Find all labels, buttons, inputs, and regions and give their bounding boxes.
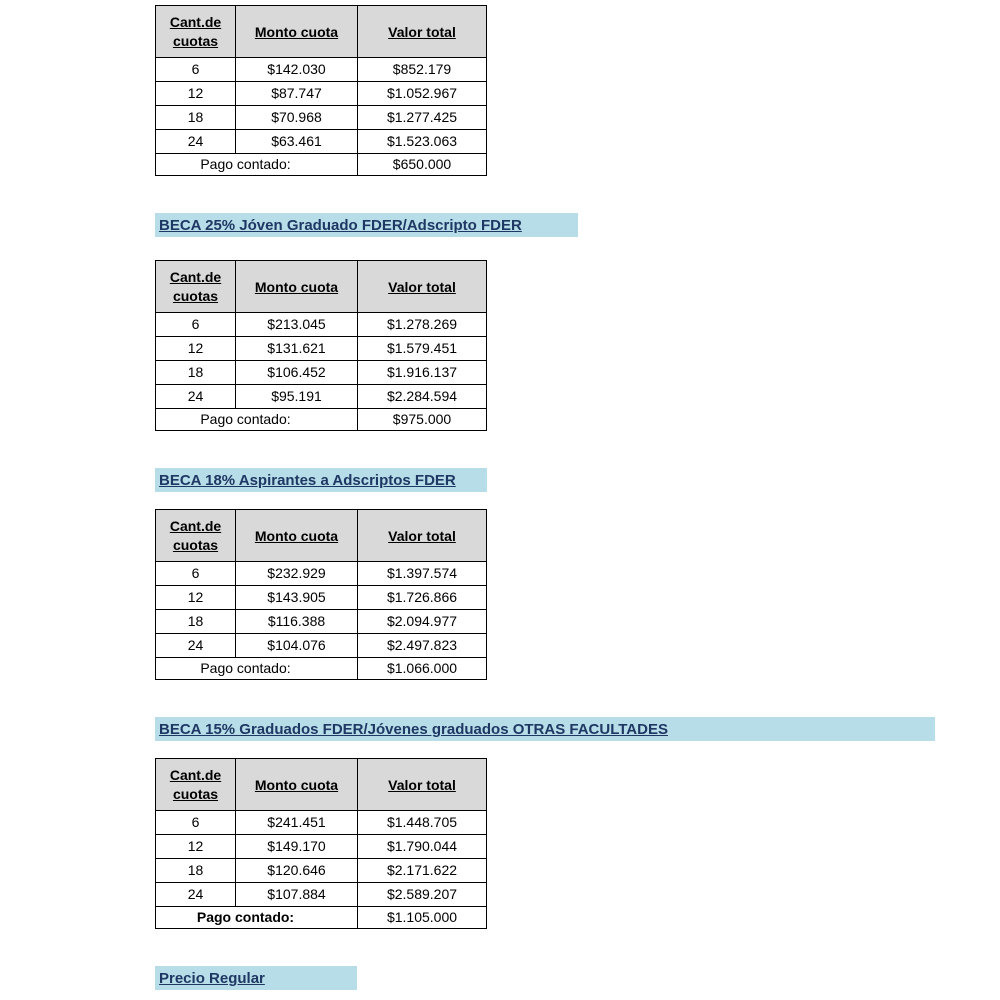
table-row [156,130,487,154]
fees-table-4 [155,758,487,929]
installment-amount-cell: $143.905 [236,586,358,610]
installments-count-cell: 18 [156,361,236,385]
total-value-cell: $1.397.574 [358,562,487,586]
installments-count-cell: 18 [156,610,236,634]
total-value-cell: $2.094.977 [358,610,487,634]
total-value-cell: $1.448.705 [358,811,487,835]
section-heading-beca-18: BECA 18% Aspirantes a Adscriptos FDER [155,468,487,492]
cash-payment-row [156,907,487,929]
cash-value: $1.105.000 [358,907,487,929]
fees-table-2 [155,260,487,431]
table-row [156,361,487,385]
header-qty: Cant.de cuotas [156,510,236,562]
table-row [156,811,487,835]
total-value-cell: $2.171.622 [358,859,487,883]
installments-count-cell: 12 [156,586,236,610]
cash-payment-row [156,409,487,431]
table-row [156,82,487,106]
table-row [156,859,487,883]
fees-table-1 [155,5,487,176]
header-qty: Cant.de cuotas [156,759,236,811]
installments-count-cell: 18 [156,859,236,883]
table-header-row [156,759,487,811]
installments-count-cell: 24 [156,130,236,154]
installment-amount-cell: $87.747 [236,82,358,106]
installment-amount-cell: $107.884 [236,883,358,907]
total-value-cell: $1.916.137 [358,361,487,385]
cash-payment-row [156,658,487,680]
installment-amount-cell: $120.646 [236,859,358,883]
total-value-cell: $2.589.207 [358,883,487,907]
installment-amount-cell: $106.452 [236,361,358,385]
installment-amount-cell: $232.929 [236,562,358,586]
installments-count-cell: 6 [156,811,236,835]
installments-count-cell: 6 [156,58,236,82]
total-value-cell: $1.726.866 [358,586,487,610]
table-row [156,313,487,337]
fees-table-3 [155,509,487,680]
section-heading-precio-regular: Precio Regular [155,966,357,990]
installments-count-cell: 24 [156,883,236,907]
header-installment: Monto cuota [236,261,358,313]
installment-amount-cell: $131.621 [236,337,358,361]
installment-amount-cell: $95.191 [236,385,358,409]
installment-amount-cell: $116.388 [236,610,358,634]
header-total: Valor total [358,759,487,811]
total-value-cell: $2.497.823 [358,634,487,658]
installment-amount-cell: $104.076 [236,634,358,658]
table-header-row [156,6,487,58]
table-row [156,883,487,907]
cash-value: $1.066.000 [358,658,487,680]
installments-count-cell: 24 [156,385,236,409]
header-total: Valor total [358,6,487,58]
total-value-cell: $852.179 [358,58,487,82]
installments-count-cell: 18 [156,106,236,130]
total-value-cell: $1.277.425 [358,106,487,130]
installment-amount-cell: $142.030 [236,58,358,82]
total-value-cell: $2.284.594 [358,385,487,409]
cash-value: $650.000 [358,154,487,176]
cash-label: Pago contado: [156,907,358,929]
header-installment: Monto cuota [236,510,358,562]
table-row [156,337,487,361]
section-heading-beca-25: BECA 25% Jóven Graduado FDER/Adscripto FDER [155,213,578,237]
header-installment: Monto cuota [236,759,358,811]
table-row [156,586,487,610]
total-value-cell: $1.052.967 [358,82,487,106]
installment-amount-cell: $241.451 [236,811,358,835]
installments-count-cell: 12 [156,835,236,859]
total-value-cell: $1.579.451 [358,337,487,361]
installment-amount-cell: $149.170 [236,835,358,859]
installments-count-cell: 24 [156,634,236,658]
header-installment: Monto cuota [236,6,358,58]
table-row [156,634,487,658]
installments-count-cell: 6 [156,313,236,337]
installments-count-cell: 6 [156,562,236,586]
installment-amount-cell: $70.968 [236,106,358,130]
table-header-row [156,261,487,313]
header-qty: Cant.de cuotas [156,6,236,58]
cash-label: Pago contado: [156,154,358,176]
header-qty: Cant.de cuotas [156,261,236,313]
section-heading-beca-15: BECA 15% Graduados FDER/Jóvenes graduados OTRAS FACULTADES [155,717,935,741]
total-value-cell: $1.790.044 [358,835,487,859]
table-row [156,58,487,82]
cash-payment-row [156,154,487,176]
table-row [156,610,487,634]
table-row [156,385,487,409]
installment-amount-cell: $63.461 [236,130,358,154]
total-value-cell: $1.523.063 [358,130,487,154]
table-row [156,835,487,859]
table-row [156,562,487,586]
header-total: Valor total [358,261,487,313]
installment-amount-cell: $213.045 [236,313,358,337]
installments-count-cell: 12 [156,82,236,106]
table-row [156,106,487,130]
table-header-row [156,510,487,562]
installments-count-cell: 12 [156,337,236,361]
cash-value: $975.000 [358,409,487,431]
cash-label: Pago contado: [156,658,358,680]
header-total: Valor total [358,510,487,562]
cash-label: Pago contado: [156,409,358,431]
total-value-cell: $1.278.269 [358,313,487,337]
